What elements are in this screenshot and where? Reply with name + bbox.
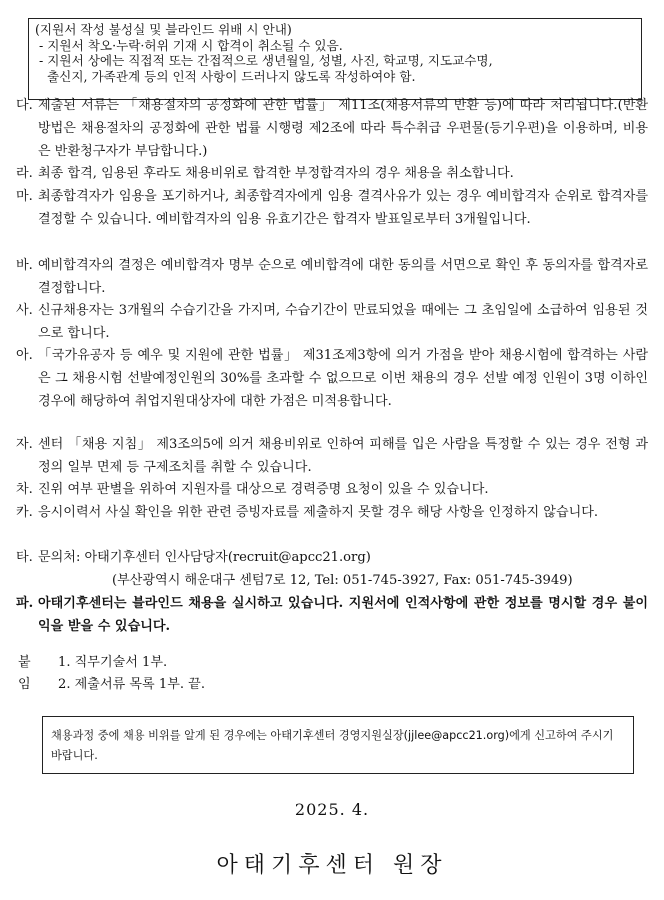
item-ka xyxy=(16,501,648,524)
notice-line: - 지원서 상에는 직접적 또는 간접적으로 생년월일, 성별, 사진, 학교명, 지도교수명, xyxy=(35,53,493,69)
item-ra xyxy=(16,162,648,185)
item-marker: 다. xyxy=(16,98,33,113)
item-text: 진위 여부 판별을 위하여 지원자를 대상으로 경력증명 요청이 있을 수 있습니다. xyxy=(38,482,489,497)
item-text: 센터 「채용 지침」 제3조의5에 의거 채용비위로 인하여 피해를 입은 사람을 특정할 수 있는 경우 전형 과정의 일부 면제 등 구제조치를 취할 수 있습니다. xyxy=(38,437,648,475)
item-text: 예비합격자의 결정은 예비합격자 명부 순으로 예비합격에 대한 동의를 서면으로 확인 후 동의자를 합격자로 결정합니다. xyxy=(38,258,648,296)
item-text: 최종 합격, 임용된 후라도 채용비위로 합격한 부정합격자의 경우 채용을 취소합니다. xyxy=(38,166,514,181)
item-marker: 바. xyxy=(16,258,33,273)
attachments-label: 붙임 xyxy=(18,655,31,692)
item-marker: 카. xyxy=(16,505,33,520)
item-marker: 파. xyxy=(16,596,34,611)
item-address: (부산광역시 해운대구 센텀7로 12, Tel: 051-745-3927, Fax: 051-745-3949) xyxy=(112,573,573,588)
item-marker: 타. xyxy=(16,550,33,565)
item-sa xyxy=(16,299,648,345)
item-pa xyxy=(16,592,648,638)
item-text: 응시이력서 사실 확인을 위한 관련 증빙자료를 제출하지 못할 경우 해당 사항을 인정하지 않습니다. xyxy=(38,505,599,520)
item-marker: 마. xyxy=(16,189,33,204)
item-marker: 라. xyxy=(16,166,33,181)
item-text: 신규채용자는 3개월의 수습기간을 가지며, 수습기간이 만료되었을 때에는 그 초임일에 소급하여 임용된 것으로 합니다. xyxy=(38,303,648,341)
item-ma xyxy=(16,185,648,231)
item-marker: 차. xyxy=(16,482,33,497)
item-ja xyxy=(16,433,648,479)
contact-box: 채용과정 중에 채용 비위를 알게 된 경우에는 아태기후센터 경영지원실장(jjlee@apcc21.org)에게 신고하여 주시기 바랍니다. xyxy=(42,716,634,774)
item-marker: 아. xyxy=(16,348,33,363)
document-date: 2025. 4. xyxy=(294,800,370,819)
attachment-item: 2. 제출서류 목록 1부. 끝. xyxy=(58,677,205,692)
item-da xyxy=(16,94,648,163)
item-a xyxy=(16,344,648,413)
item-ba xyxy=(16,254,648,300)
notice-box xyxy=(28,18,642,100)
notice-line: - 지원서 착오·누락·허위 기재 시 합격이 취소될 수 있음. xyxy=(35,37,343,53)
item-marker: 자. xyxy=(16,437,33,452)
attachment-item: 1. 직무기술서 1부. xyxy=(58,655,168,670)
item-marker: 사. xyxy=(16,303,33,318)
notice-title: (지원서 작성 불성실 및 블라인드 위배 시 안내) xyxy=(35,22,292,37)
item-cha xyxy=(16,478,648,501)
item-ta xyxy=(16,546,648,592)
notice-line: 출신지, 가족관계 등의 인적 사항이 드러나지 않도록 작성하여야 함. xyxy=(35,68,416,84)
item-text: 제출된 서류는 「채용절차의 공정화에 관한 법률」 제11조(채용서류의 반환 등)에 따라 처리됩니다.(반환 방법은 채용절차의 공정화에 관한 법률 시행령 제2조에 따라 특수취급 우편물(등기우편)을 이용하며, 비용은 반환청구자가 부담합니다.) xyxy=(38,98,648,159)
signature: 아태기후센터 원장 xyxy=(216,853,448,878)
item-text: 「국가유공자 등 예우 및 지원에 관한 법률」 제31조제3항에 의거 가점을 받아 채용시험에 합격하는 사람은 그 채용시험 선발예정인원의 30%를 초과할 수 없으므로 이번 채용의 경우 선발 예정 인원이 3명 이하인 경우에 해당하여 취업지원대상자에 대한 가점은 미적용합니다. xyxy=(38,348,648,409)
item-text: 문의처: 아태기후센터 인사담당자(recruit@apcc21.org) xyxy=(38,550,371,565)
item-text: 아태기후센터는 블라인드 채용을 실시하고 있습니다. 지원서에 인적사항에 관한 정보를 명시할 경우 불이익을 받을 수 있습니다. xyxy=(38,596,648,634)
item-text: 최종합격자가 임용을 포기하거나, 최종합격자에게 임용 결격사유가 있는 경우 예비합격자 순위로 합격자를 결정할 수 있습니다. 예비합격자의 임용 유효기간은 합격자 발표일로부터 3개월입니다. xyxy=(38,189,648,227)
